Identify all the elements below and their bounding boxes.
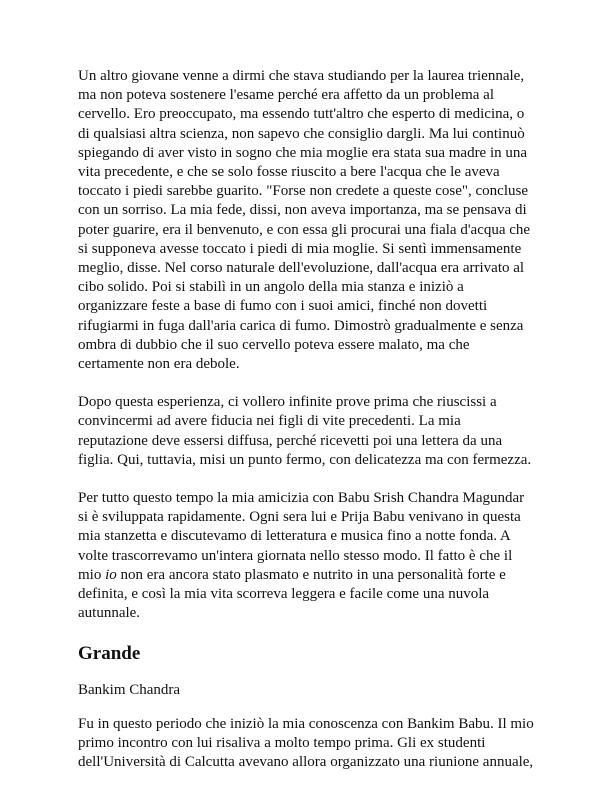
paragraph-4: Fu in questo periodo che iniziò la mia conoscenza con Bankim Babu. Il mio primo incontro con lui risaliva a molto tempo prima. Gli ex studenti dell'Università di Calcutta avevano allora organizzato una riunione annuale, (78, 715, 534, 771)
section-subheading: Bankim Chandra (78, 682, 181, 699)
paragraph-3 (78, 489, 534, 623)
paragraph-3-emphasis: io (105, 566, 117, 583)
paragraph-1: Un altro giovane venne a dirmi che stava studiando per la laurea triennale, ma non poteva sostenere l'esame perché era affetto da un problema al cervello. Ero preoccupato, ma essendo tutt'altro che esperto di medicina, o di qualsiasi altra scienza, non sapevo che consiglio dargli. Ma lui continuò spiegando di aver visto in sogno che mia moglie era stata sua madre in una vita precedente, e che se solo fosse riuscito a bere l'acqua che le aveva toccato i piedi sarebbe guarito. "Forse non credete a queste cose", concluse con un sorriso. La mia fede, dissi, non aveva importanza, ma se pensava di poter guarire, era il benvenuto, e con essa gli procurai una fiala d'acqua che si supponeva avesse toccato i piedi di mia moglie. Si sentì immensamente meglio, disse. Nel corso naturale dell'evoluzione, dall'acqua era arrivato al cibo solido. Poi si stabilì in un angolo della mia stanza e iniziò a organizzare feste a base di fumo con i suoi amici, finché non dovetti rifugiarmi in fuga dall'aria carica di fumo. Dimostrò gradualmente e senza ombra di dubbio che il suo cervello poteva essere malato, ma che certamente non era debole. (78, 68, 531, 373)
section-heading: Grande (78, 643, 141, 665)
document-page (78, 67, 534, 791)
paragraph-3-text-b: non era ancora stato plasmato e nutrito in una personalità forte e definita, e così la mia vita scorreva leggera e facile come una nuvola autunnale. (78, 566, 506, 622)
paragraph-2: Dopo questa esperienza, ci vollero infinite prove prima che riuscissi a convincermi ad avere fiducia nei figli di vite precedenti. La mia reputazione deve essersi diffusa, perché ricevetti poi una lettera da una figlia. Qui, tuttavia, misi un punto fermo, con delicatezza ma con fermezza. (78, 394, 532, 468)
paragraph-3-text-a: Per tutto questo tempo la mia amicizia con Babu Srish Chandra Magundar si è sviluppata rapidamente. Ogni sera lui e Prija Babu venivano in questa mia stanzetta e discutevamo di letteratura e musica fino a notte fonda. A volte trascorrevamo un'intera giornata nello stesso modo. Il fatto è che il mio (78, 490, 525, 583)
